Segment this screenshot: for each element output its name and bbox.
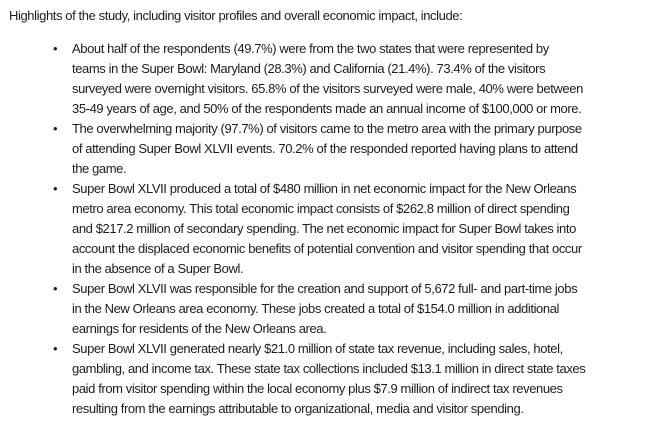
bullet-marker-icon: • — [53, 281, 58, 296]
bullet-list — [9, 39, 645, 419]
bullet-text: About half of the respondents (49.7%) were from the two states that were represented by teams in the Super Bowl: Maryland (28.3%) and California (21.4%). 73.4% of the visitors surveyed were overnight visitors. 65.8% of the visitors surveyed were male, 40% were between 35-49 years of age, and 50% of the respondents made an annual income of $100,000 or more. — [72, 41, 583, 116]
bullet-text: Super Bowl XLVII was responsible for the creation and support of 5,672 full- and part-time jobs in the New Orleans area economy. These jobs created a total of $154.0 million in additional earnings for residents of the New Orleans area. — [72, 281, 578, 336]
bullet-marker-icon: • — [53, 181, 58, 196]
bullet-item-net-economic-impact — [9, 179, 645, 279]
bullet-item-state-tax-revenue — [9, 339, 645, 419]
bullet-item-visitor-profile — [9, 39, 645, 119]
bullet-marker-icon: • — [53, 341, 58, 356]
bullet-item-visit-purpose — [9, 119, 645, 179]
bullet-marker-icon: • — [53, 121, 58, 136]
bullet-text: Super Bowl XLVII produced a total of $480 million in net economic impact for the New Orleans metro area economy. This total economic impact consists of $262.8 million of direct spending and $217.2 million of secondary spending. The net economic impact for Super Bowl takes into account the displaced economic benefits of potential convention and visitor spending that occur in the absence of a Super Bowl. — [72, 181, 582, 276]
bullet-item-jobs-earnings — [9, 279, 645, 339]
bullet-marker-icon: • — [53, 41, 58, 56]
bullet-text: The overwhelming majority (97.7%) of visitors came to the metro area with the primary purpose of attending Super Bowl XLVII events. 70.2% of the responded reported having plans to attend the game. — [72, 121, 582, 176]
bullet-text: Super Bowl XLVII generated nearly $21.0 million of state tax revenue, including sales, hotel, gambling, and income tax. These state tax collections included $13.1 million in direct state taxes paid from visitor spending within the local economy plus $7.9 million of indirect tax revenues resulting from the earnings attributable to organizational, media and visitor spending. — [72, 341, 586, 416]
intro-paragraph: Highlights of the study, including visitor profiles and overall economic impact, include: — [9, 8, 463, 23]
